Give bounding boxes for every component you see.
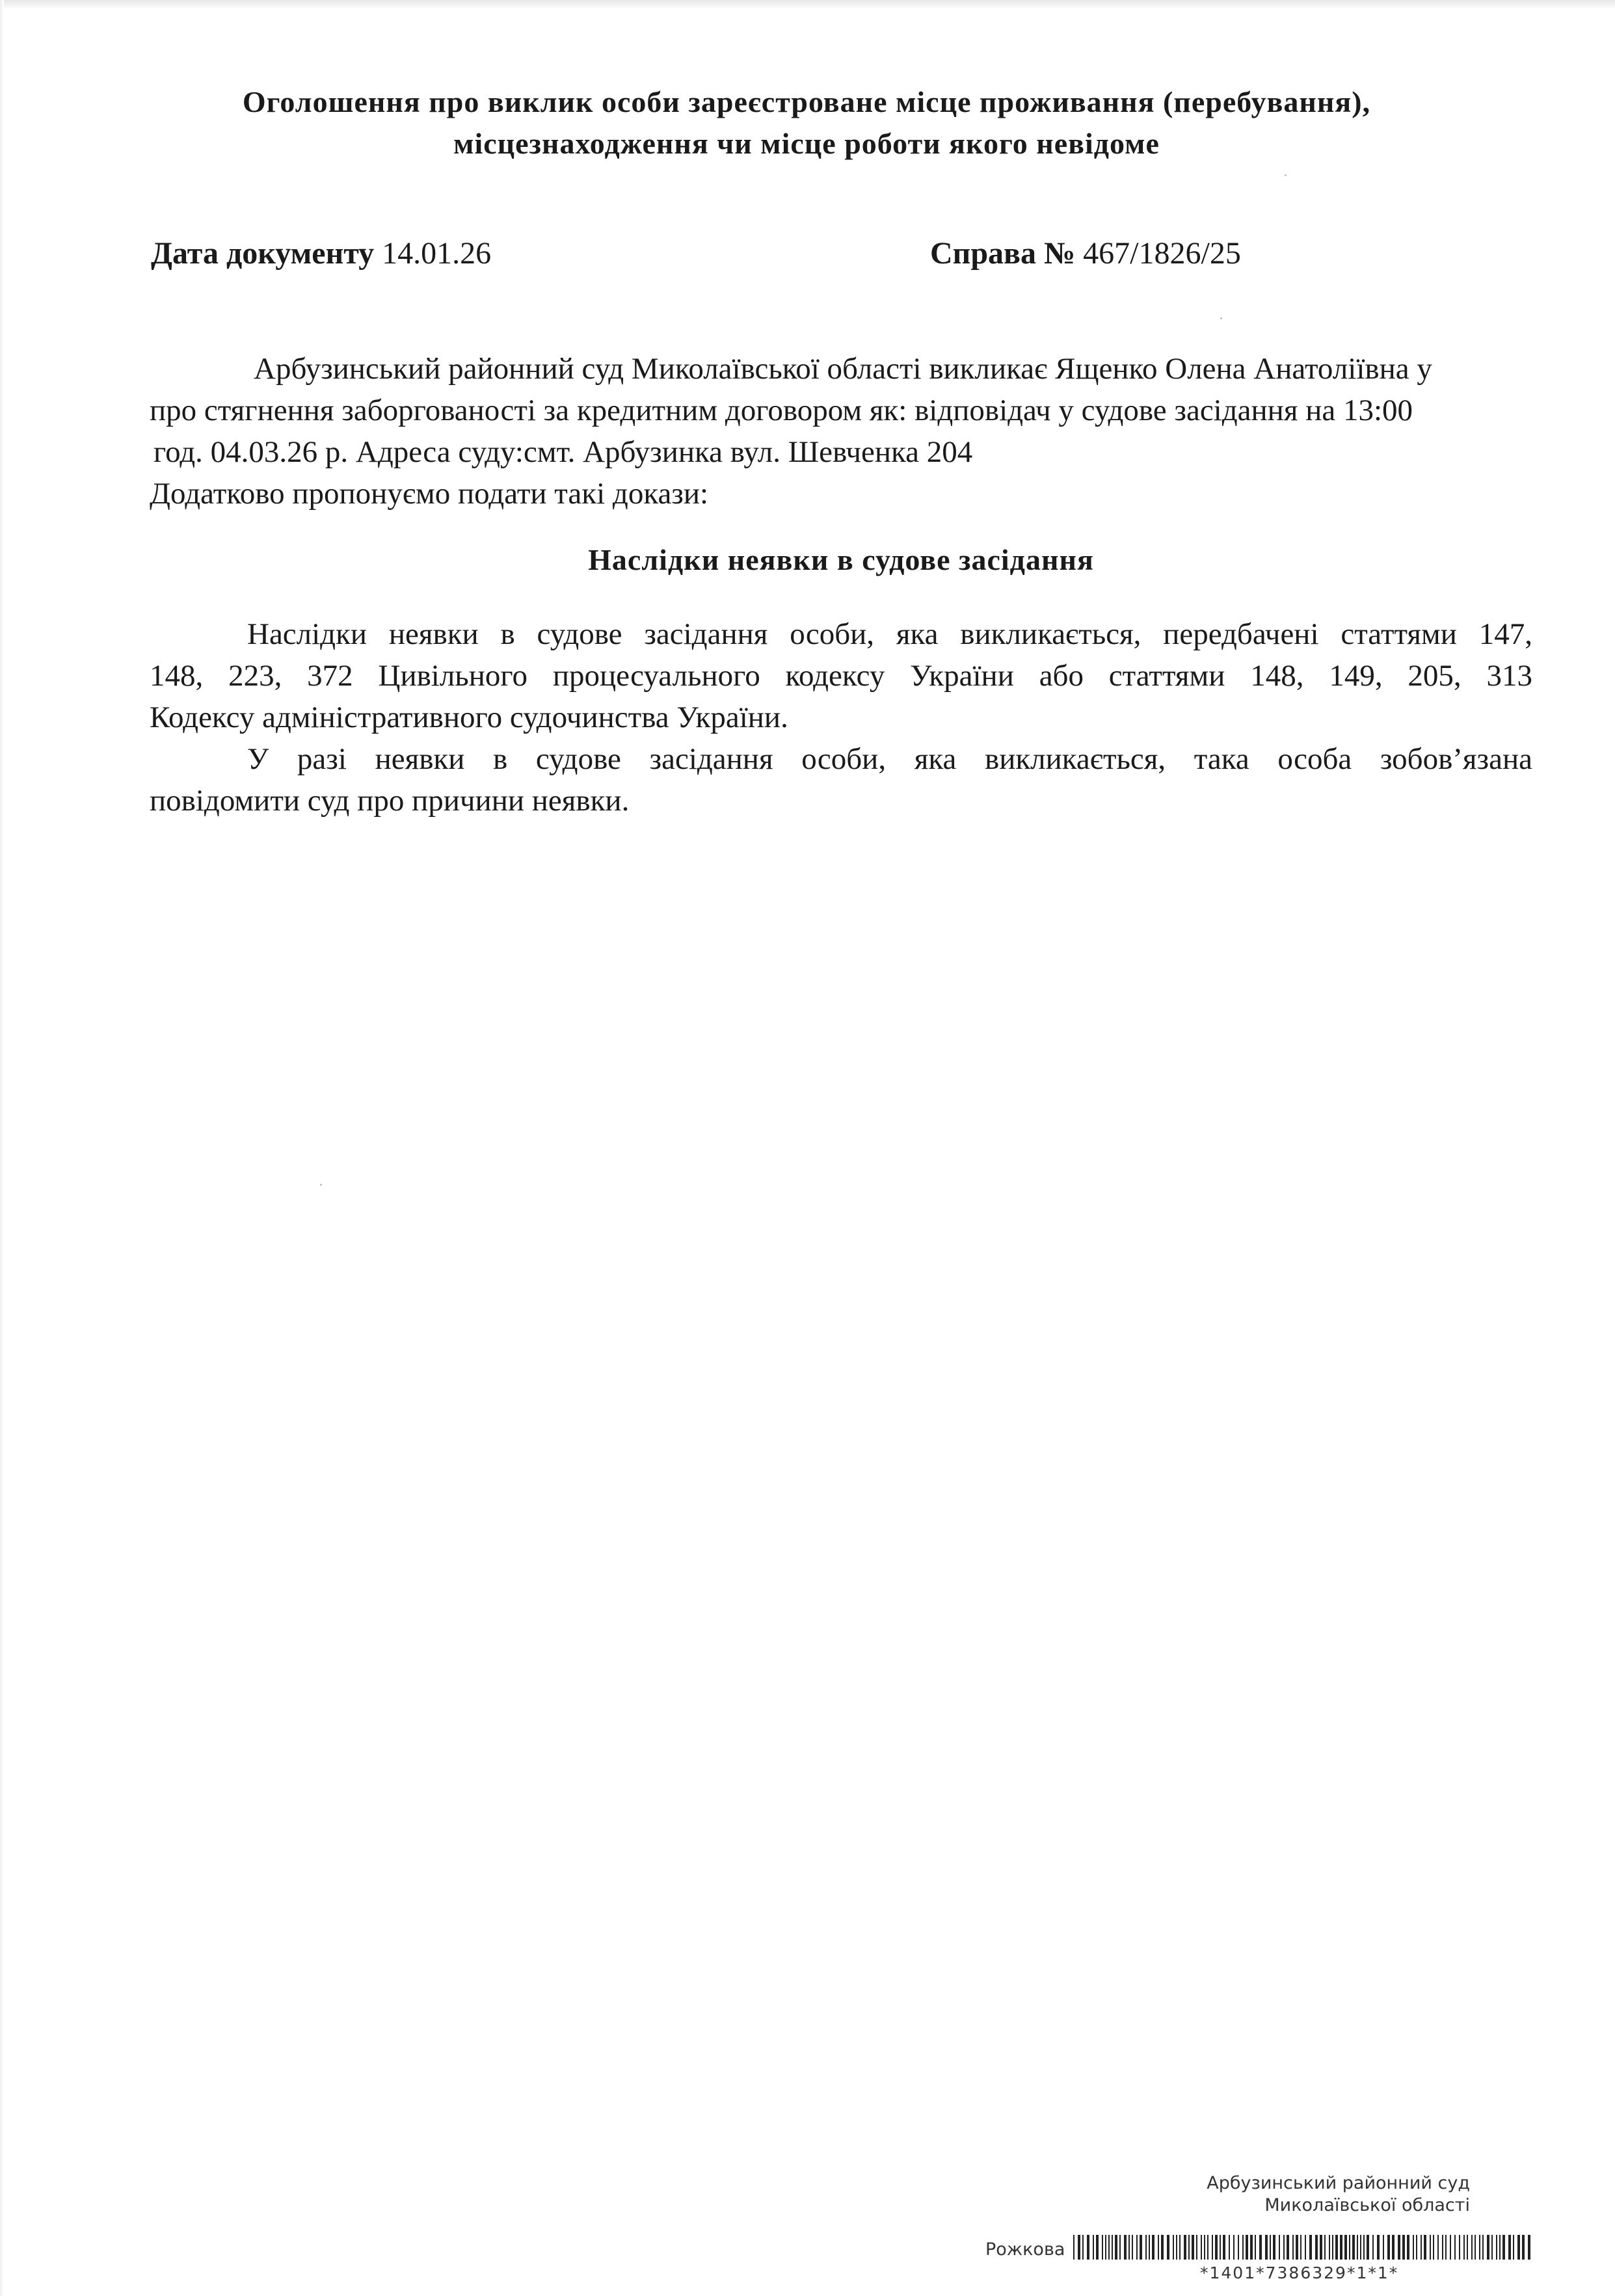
barcode-bar xyxy=(1320,2235,1322,2260)
barcode-bar xyxy=(1161,2235,1164,2260)
barcode-bar xyxy=(1233,2235,1235,2260)
barcode-bar xyxy=(1136,2235,1138,2260)
summons-line-3: год. 04.03.26 р. Адреса суду:смт. Арбузинка вул. Шевченка 204 xyxy=(153,435,973,469)
barcode-bar xyxy=(1296,2235,1298,2260)
barcode-bar xyxy=(1367,2235,1369,2260)
barcode-bar xyxy=(1463,2235,1465,2260)
barcode-bar xyxy=(1292,2235,1294,2260)
barcode-bar xyxy=(1528,2235,1530,2260)
barcode-bar xyxy=(1188,2235,1190,2260)
barcode-bar xyxy=(1340,2235,1342,2260)
barcode-bar xyxy=(1398,2235,1400,2260)
barcode-bar xyxy=(1377,2235,1380,2260)
barcode-bar xyxy=(1392,2235,1395,2260)
barcode-bar xyxy=(1383,2235,1384,2260)
barcode-bar xyxy=(1212,2235,1213,2260)
barcode-bar xyxy=(1201,2235,1202,2260)
barcode-bar xyxy=(1176,2235,1177,2260)
barcode-bar xyxy=(1407,2235,1409,2260)
barcode-bar xyxy=(1508,2235,1511,2260)
barcode-bar xyxy=(1265,2235,1268,2260)
barcode-bar xyxy=(1499,2235,1501,2260)
barcode-bar xyxy=(1287,2235,1289,2260)
barcode-bar xyxy=(1242,2235,1244,2260)
barcode-bar xyxy=(1223,2235,1225,2260)
barcode-bar xyxy=(1496,2235,1497,2260)
document-date-label: Дата документу xyxy=(151,236,375,271)
barcode-bar xyxy=(1073,2235,1074,2260)
barcode-bar xyxy=(1387,2235,1390,2260)
barcode-bar xyxy=(1167,2235,1169,2260)
barcode-bar xyxy=(1413,2235,1414,2260)
barcode-bar xyxy=(1475,2235,1476,2260)
barcode-bar xyxy=(1357,2235,1358,2260)
barcode-bar xyxy=(1105,2235,1106,2260)
barcode-bar xyxy=(1442,2235,1443,2260)
barcode-bar xyxy=(1087,2235,1089,2260)
barcode-bar xyxy=(1487,2235,1489,2260)
summons-line-1: Арбузинський районний суд Миколаївської області викликає Ященко Олена Анатоліївна у xyxy=(254,352,1432,386)
barcode-bar xyxy=(1430,2235,1431,2260)
barcode-bar xyxy=(1300,2235,1301,2260)
barcode-number: *1401*7386329*1*1* xyxy=(1200,2263,1399,2282)
court-stamp-line-1: Арбузинський районний суд xyxy=(1207,2173,1470,2193)
scan-top-shadow xyxy=(0,0,1615,9)
barcode-bar xyxy=(1132,2235,1133,2260)
barcode-bar xyxy=(1402,2235,1405,2260)
barcode-bar xyxy=(1259,2235,1262,2260)
barcode-bar xyxy=(1250,2235,1253,2260)
barcode-bar xyxy=(1513,2235,1514,2260)
barcode-bar xyxy=(1152,2235,1155,2260)
case-number-label: Справа № xyxy=(930,236,1076,271)
barcode-bar xyxy=(1315,2235,1318,2260)
barcode-bar xyxy=(1450,2235,1451,2260)
barcode-bar xyxy=(1352,2235,1355,2260)
consequences-p1-line-3: Кодексу адміністративного судочинства України. xyxy=(150,701,788,734)
barcode-bar xyxy=(1459,2235,1460,2260)
document-date xyxy=(151,235,491,271)
document-date-value: 14.01.26 xyxy=(382,236,492,271)
document-barcode xyxy=(1073,2235,1535,2260)
barcode-bar xyxy=(1078,2235,1080,2260)
consequences-p1-line-1: Наслідки неявки в судове засідання особи, яка викликається, передбачені статтями 147, xyxy=(247,617,1532,651)
barcode-bar xyxy=(1437,2235,1439,2260)
barcode-bar xyxy=(1332,2235,1333,2260)
barcode-bar xyxy=(1140,2235,1142,2260)
summons-line-4: Додатково пропонуємо подати такі докази: xyxy=(150,477,709,511)
court-stamp xyxy=(1106,2172,1470,2217)
barcode-bar xyxy=(1112,2235,1113,2260)
barcode-bar xyxy=(1454,2235,1456,2260)
barcode-bar xyxy=(1220,2235,1221,2260)
barcode-bar xyxy=(1471,2235,1473,2260)
barcode-bar xyxy=(1128,2235,1130,2260)
summons-line-2: про стягнення заборгованості за кредитним договором як: відповідач у судове засідання на 13:00 xyxy=(150,394,1413,427)
barcode-bar xyxy=(1360,2235,1361,2260)
barcode-bar xyxy=(1491,2235,1493,2260)
barcode-bar xyxy=(1502,2235,1505,2260)
barcode-bar xyxy=(1273,2235,1275,2260)
barcode-bar xyxy=(1433,2235,1434,2260)
barcode-bar xyxy=(1482,2235,1484,2260)
scan-speck xyxy=(1285,174,1287,176)
barcode-bar xyxy=(1149,2235,1150,2260)
barcode-bar xyxy=(1309,2235,1312,2260)
barcode-bar xyxy=(1207,2235,1208,2260)
scan-left-shadow xyxy=(0,0,4,2296)
barcode-bar xyxy=(1102,2235,1103,2260)
barcode-bar xyxy=(1416,2235,1417,2260)
barcode-bar xyxy=(1196,2235,1197,2260)
barcode-bar xyxy=(1145,2235,1147,2260)
barcode-bar xyxy=(1082,2235,1084,2260)
barcode-bar xyxy=(1279,2235,1280,2260)
document-title-line-1: Оголошення про виклик особи зареєстроване місце проживання (перебування), xyxy=(242,85,1371,118)
barcode-bar xyxy=(1372,2235,1374,2260)
barcode-bar xyxy=(1479,2235,1480,2260)
barcode-bar xyxy=(1215,2235,1218,2260)
barcode-bar xyxy=(1305,2235,1306,2260)
barcode-bar xyxy=(1467,2235,1468,2260)
document-title-line-2: місцезнаходження чи місце роботи якого невідоме xyxy=(453,127,1160,160)
case-number-value: 467/1826/25 xyxy=(1083,236,1241,271)
barcode-bar xyxy=(1192,2235,1194,2260)
barcode-bar xyxy=(1229,2235,1230,2260)
barcode-bar xyxy=(1108,2235,1110,2260)
barcode-bar xyxy=(1255,2235,1256,2260)
barcode-bar xyxy=(1179,2235,1181,2260)
barcode-bar xyxy=(1517,2235,1520,2260)
consequences-heading: Наслідки неявки в судове засідання xyxy=(588,543,1094,576)
barcode-bar xyxy=(1204,2235,1205,2260)
barcode-bar xyxy=(1096,2235,1099,2260)
barcode-bar xyxy=(1238,2235,1239,2260)
barcode-bar xyxy=(1093,2235,1094,2260)
barcode-bar xyxy=(1329,2235,1330,2260)
barcode-bar xyxy=(1246,2235,1248,2260)
barcode-bar xyxy=(1335,2235,1338,2260)
barcode-bar xyxy=(1363,2235,1365,2260)
consequences-p1-line-2: 148, 223, 372 Цивільного процесуального кодексу України або статтями 148, 149, 205, 313 xyxy=(150,659,1532,693)
barcode-bar xyxy=(1173,2235,1174,2260)
barcode-bar xyxy=(1349,2235,1350,2260)
barcode-bar xyxy=(1115,2235,1117,2260)
consequences-p2-line-1: У разі неявки в судове засідання особи, яка викликається, така особа зобов’язана xyxy=(247,742,1532,776)
barcode-bar xyxy=(1184,2235,1186,2260)
scan-speck xyxy=(320,1184,322,1186)
barcode-bar xyxy=(1522,2235,1525,2260)
barcode-bar xyxy=(1119,2235,1121,2260)
barcode-bar xyxy=(1324,2235,1326,2260)
barcode-bar xyxy=(1421,2235,1422,2260)
court-stamp-line-2: Миколаївської області xyxy=(1264,2195,1470,2215)
barcode-bar xyxy=(1344,2235,1347,2260)
case-number xyxy=(930,235,1241,271)
barcode-bar xyxy=(1424,2235,1426,2260)
barcode-bar xyxy=(1124,2235,1127,2260)
barcode-bar xyxy=(1270,2235,1271,2260)
scan-speck xyxy=(1220,317,1222,319)
barcode-bar xyxy=(1445,2235,1447,2260)
barcode-bar xyxy=(1158,2235,1159,2260)
consequences-p2-line-2: повідомити суд про причини неявки. xyxy=(150,784,630,818)
clerk-name: Рожкова xyxy=(985,2239,1065,2260)
barcode-bar xyxy=(1283,2235,1285,2260)
